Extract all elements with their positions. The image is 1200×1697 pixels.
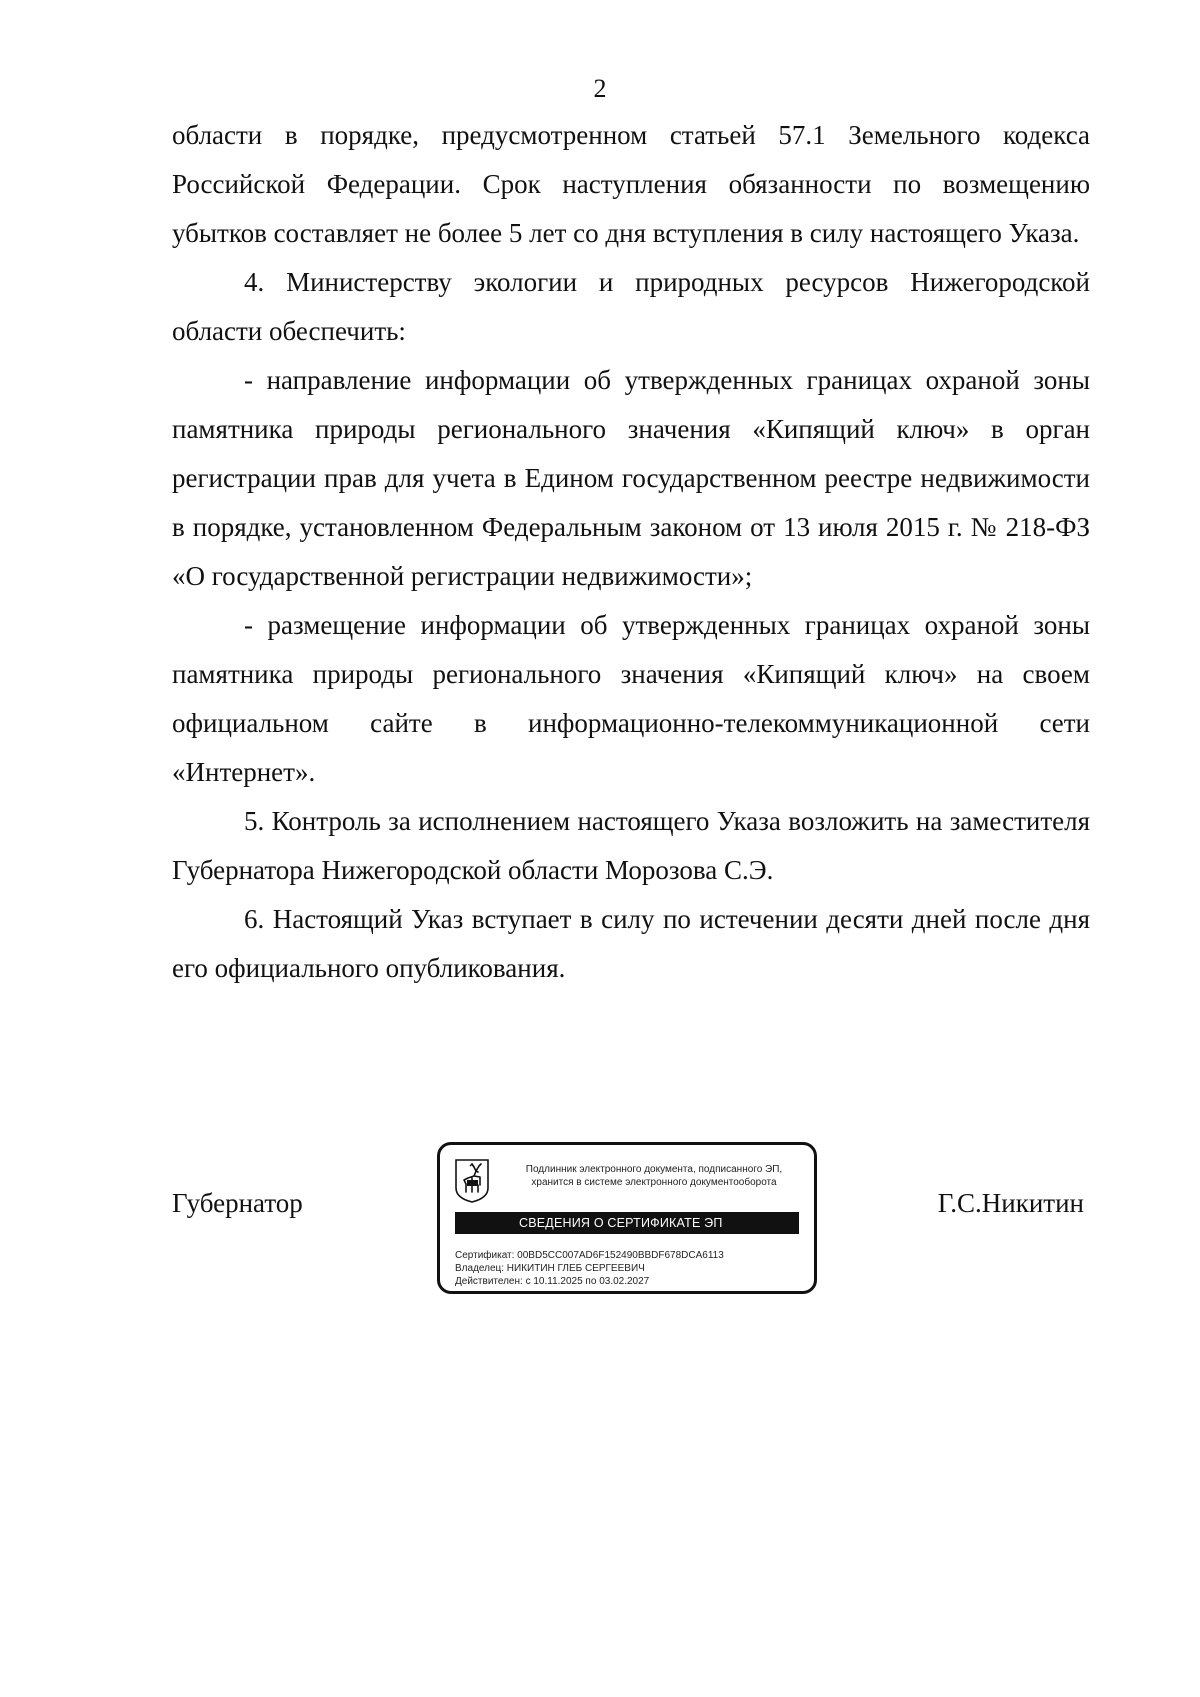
signatory-name: Г.С.Никитин <box>937 1188 1084 1218</box>
stamp-certificate-bar: СВЕДЕНИЯ О СЕРТИФИКАТЕ ЭП <box>455 1212 799 1234</box>
stamp-certificate-owner: Владелец: НИКИТИН ГЛЕБ СЕРГЕЕВИЧ <box>455 1263 645 1274</box>
page-number: 2 <box>593 74 607 103</box>
paragraph-item-4-subitem-2: - размещение информации об утвержденных границах охраной зоны памятника природы регионального значения «Кипящий ключ» на своем официальном сайте в информационно-телекоммуникационной сети «Интернет». <box>172 610 1090 787</box>
document-body <box>172 111 1090 993</box>
paragraph-item-4-subitem-1: - направление информации об утвержденных границах охраной зоны памятника природы регионального значения «Кипящий ключ» в орган регистрации прав для учета в Едином государственном реестре недвижимости в порядке, установленном Федеральным законом от 13 июля 2015 г. № 218-ФЗ «О государственной регистрации недвижимости»; <box>172 365 1090 591</box>
paragraph-item-4: 4. Министерству экологии и природных ресурсов Нижегородской области обеспечить: <box>172 267 1090 346</box>
stamp-certificate-validity: Действителен: с 10.11.2025 по 03.02.2027 <box>455 1276 650 1287</box>
stamp-header-line-2: хранится в системе электронного документооборота <box>531 1177 777 1188</box>
signature-block <box>172 1142 1090 1302</box>
stamp-header-line-1: Подлинник электронного документа, подписанного ЭП, <box>525 1164 783 1175</box>
paragraph-item-6: 6. Настоящий Указ вступает в силу по истечении десяти дней после дня его официального опубликования. <box>172 904 1090 983</box>
electronic-signature-stamp <box>437 1142 817 1294</box>
deer-coat-of-arms-icon <box>454 1158 490 1204</box>
paragraph-item-5: 5. Контроль за исполнением настоящего Указа возложить на заместителя Губернатора Нижегородской области Морозова С.Э. <box>172 806 1090 885</box>
stamp-certificate-number: Сертификат: 00BD5CC007AD6F152490BBDF678DCA6113 <box>455 1250 724 1261</box>
stamp-header <box>504 1163 804 1189</box>
paragraph-continuation: области в порядке, предусмотренном статьей 57.1 Земельного кодекса Российской Федерации. Срок наступления обязанности по возмещению убытков составляет не более 5 лет со дня вступления в силу настоящего Указа. <box>172 120 1090 248</box>
signatory-position: Губернатор <box>172 1188 303 1218</box>
stamp-certificate-details <box>455 1249 799 1288</box>
